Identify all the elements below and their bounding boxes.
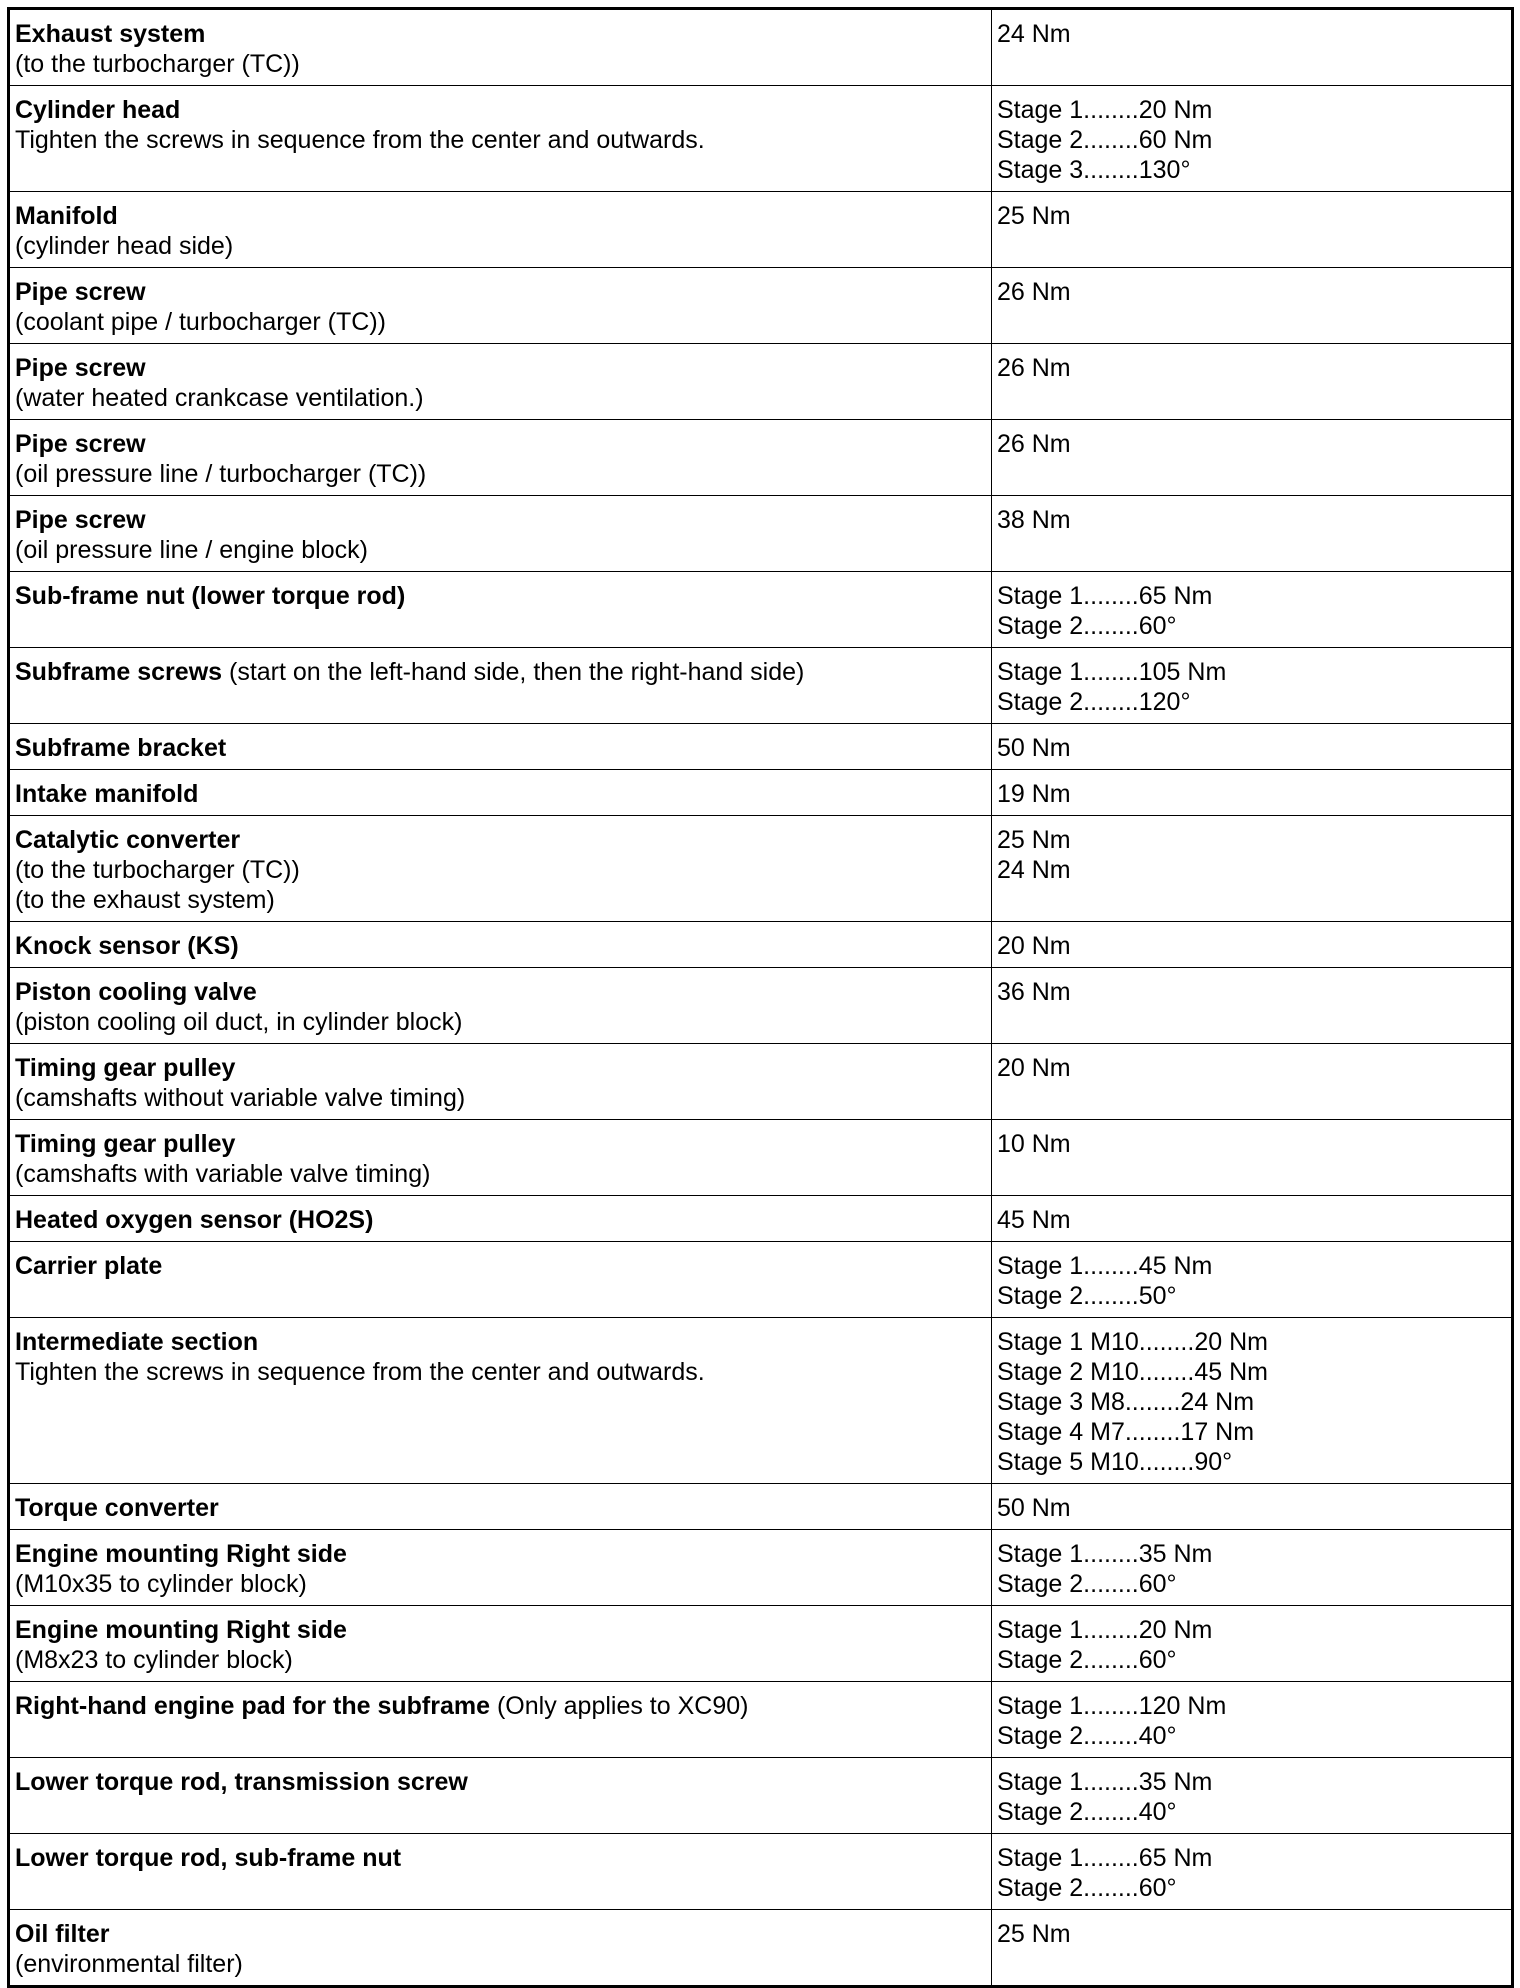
component-title-line (15, 277, 985, 307)
component-note: (Only applies to XC90) (490, 1692, 749, 1720)
torque-value: Stage 1........120 Nm (997, 1692, 1227, 1720)
torque-value: 19 Nm (997, 780, 1071, 808)
torque-value-cell (992, 420, 1513, 496)
component-title: Timing gear pulley (15, 1130, 236, 1158)
torque-value-cell (992, 1910, 1513, 1987)
torque-spec-table (7, 7, 1514, 1988)
torque-spec-body (9, 9, 1513, 1987)
torque-value: Stage 4 M7........17 Nm (997, 1418, 1255, 1446)
component-detail: (camshafts without variable valve timing) (15, 1084, 466, 1112)
component-title-line (15, 1129, 985, 1159)
component-title: Torque converter (15, 1494, 219, 1522)
torque-value: 50 Nm (997, 734, 1071, 762)
component-cell (9, 344, 992, 420)
torque-value: 38 Nm (997, 506, 1071, 534)
component-cell (9, 572, 992, 648)
component-title: Right-hand engine pad for the subframe (15, 1692, 491, 1720)
component-cell (9, 1242, 992, 1318)
torque-value: Stage 2........50° (997, 1282, 1177, 1310)
torque-value-cell (992, 1484, 1513, 1530)
torque-value: Stage 2........60° (997, 612, 1177, 640)
component-title-line (15, 1539, 985, 1569)
table-row (9, 1120, 1513, 1196)
table-row (9, 1484, 1513, 1530)
component-title-line (15, 429, 985, 459)
component-title: Pipe screw (15, 354, 146, 382)
torque-value: Stage 1........20 Nm (997, 1616, 1213, 1644)
torque-value-cell (992, 968, 1513, 1044)
torque-value-cell (992, 1834, 1513, 1910)
torque-value: 24 Nm (997, 20, 1071, 48)
component-title: Lower torque rod, transmission screw (15, 1768, 468, 1796)
component-cell (9, 420, 992, 496)
component-title: Piston cooling valve (15, 978, 257, 1006)
torque-value: Stage 2........40° (997, 1798, 1177, 1826)
component-cell (9, 86, 992, 192)
component-note: (start on the left-hand side, then the right-hand side) (222, 658, 805, 686)
torque-value: 25 Nm (997, 826, 1071, 854)
component-title: Oil filter (15, 1920, 110, 1948)
component-cell (9, 1606, 992, 1682)
torque-value: Stage 2........60° (997, 1570, 1177, 1598)
table-row (9, 1834, 1513, 1910)
component-title: Manifold (15, 202, 118, 230)
table-row (9, 86, 1513, 192)
component-title: Pipe screw (15, 278, 146, 306)
torque-value: Stage 3 M8........24 Nm (997, 1388, 1255, 1416)
component-title-line (15, 505, 985, 535)
component-cell (9, 1196, 992, 1242)
torque-value: Stage 1........45 Nm (997, 1252, 1213, 1280)
table-row (9, 496, 1513, 572)
component-title: Pipe screw (15, 430, 146, 458)
torque-value: 26 Nm (997, 278, 1071, 306)
component-title: Timing gear pulley (15, 1054, 236, 1082)
table-row (9, 1318, 1513, 1484)
component-detail: (M10x35 to cylinder block) (15, 1570, 307, 1598)
table-row (9, 572, 1513, 648)
component-title: Intermediate section (15, 1328, 259, 1356)
torque-value-cell (992, 1242, 1513, 1318)
component-detail: (cylinder head side) (15, 232, 234, 260)
component-title: Pipe screw (15, 506, 146, 534)
torque-value: Stage 3........130° (997, 156, 1191, 184)
torque-value: Stage 1........65 Nm (997, 582, 1213, 610)
component-title: Sub-frame nut (lower torque rod) (15, 582, 406, 610)
component-cell (9, 496, 992, 572)
table-row (9, 9, 1513, 86)
torque-value: Stage 2 M10........45 Nm (997, 1358, 1268, 1386)
component-title-line (15, 95, 985, 125)
component-title-line (15, 779, 985, 809)
torque-value-cell (992, 1196, 1513, 1242)
component-cell (9, 1318, 992, 1484)
torque-value: 25 Nm (997, 202, 1071, 230)
torque-value: Stage 2........40° (997, 1722, 1177, 1750)
component-detail: (to the turbocharger (TC)) (15, 856, 300, 884)
component-detail: (coolant pipe / turbocharger (TC)) (15, 308, 386, 336)
torque-value-cell (992, 496, 1513, 572)
component-cell (9, 968, 992, 1044)
component-detail: (M8x23 to cylinder block) (15, 1646, 293, 1674)
component-detail: (environmental filter) (15, 1950, 243, 1978)
torque-value-cell (992, 9, 1513, 86)
component-title-line (15, 1251, 985, 1281)
torque-value: Stage 1........65 Nm (997, 1844, 1213, 1872)
table-row (9, 816, 1513, 922)
component-detail: Tighten the screws in sequence from the center and outwards. (15, 1358, 705, 1386)
component-title-line (15, 931, 985, 961)
torque-value-cell (992, 572, 1513, 648)
component-title: Knock sensor (KS) (15, 932, 239, 960)
torque-value-cell (992, 1682, 1513, 1758)
torque-value: Stage 2........60° (997, 1874, 1177, 1902)
component-cell (9, 1834, 992, 1910)
component-title: Heated oxygen sensor (HO2S) (15, 1206, 374, 1234)
torque-value: Stage 1........20 Nm (997, 96, 1213, 124)
component-cell (9, 816, 992, 922)
component-title: Lower torque rod, sub-frame nut (15, 1844, 402, 1872)
component-cell (9, 9, 992, 86)
table-row (9, 1758, 1513, 1834)
torque-value-cell (992, 648, 1513, 724)
component-title-line (15, 977, 985, 1007)
table-row (9, 1242, 1513, 1318)
torque-value: 50 Nm (997, 1494, 1071, 1522)
table-row (9, 770, 1513, 816)
component-title: Engine mounting Right side (15, 1540, 347, 1568)
torque-value: 36 Nm (997, 978, 1071, 1006)
component-title-line (15, 201, 985, 231)
component-title-line (15, 19, 985, 49)
component-title: Cylinder head (15, 96, 181, 124)
torque-value: 24 Nm (997, 856, 1071, 884)
torque-value-cell (992, 770, 1513, 816)
torque-value-cell (992, 1318, 1513, 1484)
table-row (9, 1910, 1513, 1987)
component-cell (9, 1484, 992, 1530)
table-row (9, 922, 1513, 968)
torque-value-cell (992, 1044, 1513, 1120)
torque-value: Stage 5 M10........90° (997, 1448, 1233, 1476)
table-row (9, 968, 1513, 1044)
component-cell (9, 192, 992, 268)
table-row (9, 420, 1513, 496)
table-row (9, 1196, 1513, 1242)
torque-value-cell (992, 344, 1513, 420)
torque-value: Stage 2........60 Nm (997, 126, 1213, 154)
table-row (9, 724, 1513, 770)
component-title-line (15, 353, 985, 383)
component-detail: (to the turbocharger (TC)) (15, 50, 300, 78)
component-cell (9, 1758, 992, 1834)
torque-value: Stage 1........35 Nm (997, 1768, 1213, 1796)
component-title-line (15, 825, 985, 855)
component-cell (9, 648, 992, 724)
table-row (9, 1606, 1513, 1682)
component-cell (9, 922, 992, 968)
torque-value-cell (992, 1530, 1513, 1606)
torque-value-cell (992, 1120, 1513, 1196)
torque-value: 20 Nm (997, 1054, 1071, 1082)
component-cell (9, 1530, 992, 1606)
component-title-line (15, 1205, 985, 1235)
component-detail: (oil pressure line / turbocharger (TC)) (15, 460, 427, 488)
component-cell (9, 770, 992, 816)
component-cell (9, 1120, 992, 1196)
torque-value: Stage 1........105 Nm (997, 658, 1227, 686)
component-cell (9, 1910, 992, 1987)
torque-value: 26 Nm (997, 430, 1071, 458)
component-title: Subframe screws (15, 658, 223, 686)
table-row (9, 1530, 1513, 1606)
torque-value: 26 Nm (997, 354, 1071, 382)
component-title: Carrier plate (15, 1252, 163, 1280)
component-cell (9, 1044, 992, 1120)
torque-value-cell (992, 86, 1513, 192)
torque-value: 10 Nm (997, 1130, 1071, 1158)
torque-value-cell (992, 1606, 1513, 1682)
component-title-line (15, 657, 985, 687)
component-cell (9, 1682, 992, 1758)
torque-value: Stage 1 M10........20 Nm (997, 1328, 1268, 1356)
torque-value: 25 Nm (997, 1920, 1071, 1948)
torque-value: Stage 2........120° (997, 688, 1191, 716)
table-row (9, 268, 1513, 344)
component-title: Catalytic converter (15, 826, 241, 854)
component-detail: (camshafts with variable valve timing) (15, 1160, 431, 1188)
torque-value-cell (992, 268, 1513, 344)
torque-value-cell (992, 922, 1513, 968)
component-detail: Tighten the screws in sequence from the center and outwards. (15, 126, 705, 154)
component-detail: (to the exhaust system) (15, 886, 275, 914)
component-title: Subframe bracket (15, 734, 227, 762)
table-row (9, 1044, 1513, 1120)
torque-value-cell (992, 192, 1513, 268)
component-title-line (15, 1493, 985, 1523)
component-title-line (15, 1919, 985, 1949)
torque-value: Stage 1........35 Nm (997, 1540, 1213, 1568)
component-title-line (15, 1053, 985, 1083)
torque-value: 20 Nm (997, 932, 1071, 960)
component-title: Engine mounting Right side (15, 1616, 347, 1644)
table-row (9, 344, 1513, 420)
component-title-line (15, 1691, 985, 1721)
component-title-line (15, 1843, 985, 1873)
component-detail: (piston cooling oil duct, in cylinder block) (15, 1008, 463, 1036)
component-title: Exhaust system (15, 20, 206, 48)
component-title-line (15, 581, 985, 611)
table-row (9, 648, 1513, 724)
torque-value-cell (992, 816, 1513, 922)
torque-value-cell (992, 1758, 1513, 1834)
torque-value-cell (992, 724, 1513, 770)
component-title-line (15, 1615, 985, 1645)
component-title-line (15, 733, 985, 763)
component-title-line (15, 1767, 985, 1797)
component-cell (9, 724, 992, 770)
component-title: Intake manifold (15, 780, 199, 808)
component-detail: (water heated crankcase ventilation.) (15, 384, 424, 412)
component-title-line (15, 1327, 985, 1357)
table-row (9, 1682, 1513, 1758)
table-row (9, 192, 1513, 268)
torque-value: Stage 2........60° (997, 1646, 1177, 1674)
torque-value: 45 Nm (997, 1206, 1071, 1234)
component-detail: (oil pressure line / engine block) (15, 536, 368, 564)
component-cell (9, 268, 992, 344)
